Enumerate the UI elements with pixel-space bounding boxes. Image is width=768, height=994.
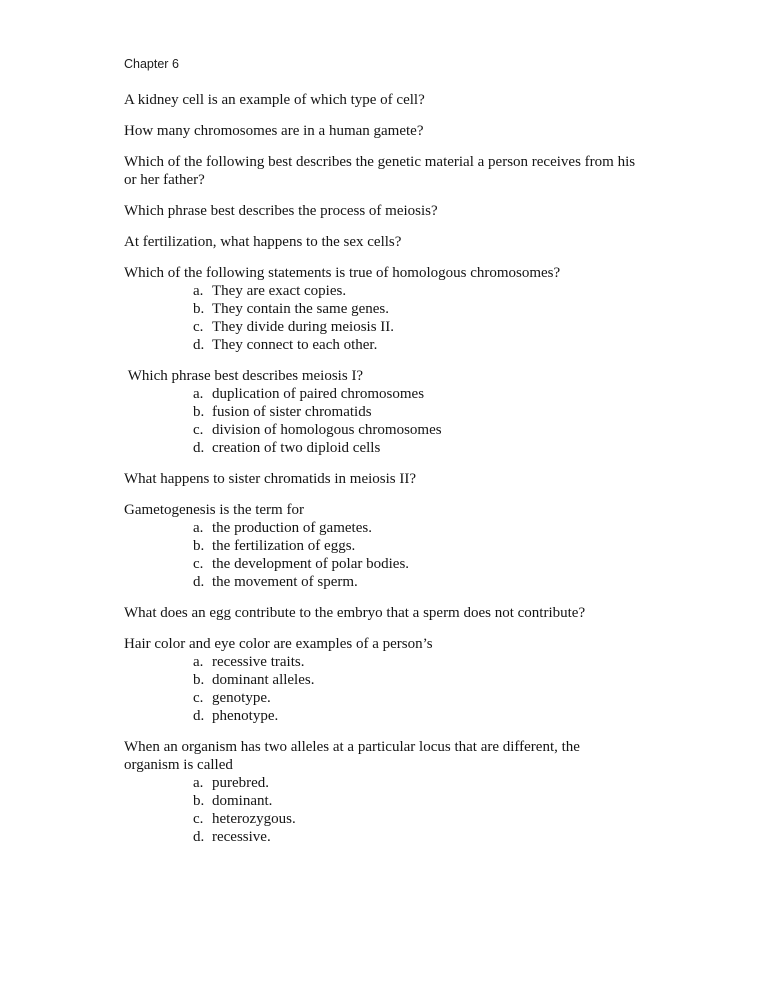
option-letter: d. bbox=[193, 829, 205, 845]
option-letter: c. bbox=[193, 811, 204, 827]
option-item bbox=[124, 555, 636, 573]
option-letter: b. bbox=[193, 301, 205, 317]
option-item bbox=[124, 689, 636, 707]
option-item bbox=[124, 573, 636, 591]
option-list bbox=[124, 774, 636, 846]
option-text: They connect to each other. bbox=[212, 337, 378, 353]
question-item bbox=[124, 635, 636, 725]
option-list bbox=[124, 519, 636, 591]
option-letter: d. bbox=[193, 440, 205, 456]
question-item bbox=[124, 264, 636, 354]
option-text: purebred. bbox=[212, 775, 270, 791]
option-letter: c. bbox=[193, 556, 204, 572]
question-text: A kidney cell is an example of which type of cell? bbox=[124, 92, 425, 108]
option-text: creation of two diploid cells bbox=[212, 440, 381, 456]
question-text: Gametogenesis is the term for bbox=[124, 502, 304, 518]
option-item bbox=[124, 519, 636, 537]
option-letter: d. bbox=[193, 337, 205, 353]
question-text: Which of the following statements is true of homologous chromosomes? bbox=[124, 265, 561, 281]
question-item bbox=[124, 122, 636, 140]
option-item bbox=[124, 537, 636, 555]
option-letter: a. bbox=[193, 654, 204, 670]
option-letter: a. bbox=[193, 520, 204, 536]
question-text: At fertilization, what happens to the sex cells? bbox=[124, 234, 402, 250]
option-text: They contain the same genes. bbox=[212, 301, 390, 317]
question-text: How many chromosomes are in a human gamete? bbox=[124, 123, 424, 139]
option-text: dominant alleles. bbox=[212, 672, 315, 688]
question-item bbox=[124, 153, 639, 189]
option-text: fusion of sister chromatids bbox=[212, 404, 372, 420]
option-letter: c. bbox=[193, 690, 204, 706]
question-item bbox=[124, 367, 636, 457]
question-text: Which phrase best describes the process of meiosis? bbox=[124, 203, 438, 219]
question-text: Hair color and eye color are examples of a person’s bbox=[124, 636, 433, 652]
option-text: recessive traits. bbox=[212, 654, 305, 670]
option-item bbox=[124, 439, 636, 457]
question-text: What does an egg contribute to the embryo that a sperm does not contribute? bbox=[124, 605, 586, 621]
question-item bbox=[124, 202, 636, 220]
question-text: What happens to sister chromatids in meiosis II? bbox=[124, 471, 417, 487]
option-item bbox=[124, 336, 636, 354]
option-text: They are exact copies. bbox=[212, 283, 347, 299]
question-list bbox=[124, 91, 639, 846]
option-item bbox=[124, 671, 636, 689]
option-item bbox=[124, 282, 636, 300]
option-text: the movement of sperm. bbox=[212, 574, 358, 590]
option-letter: a. bbox=[193, 775, 204, 791]
option-item bbox=[124, 828, 636, 846]
page-title: Chapter 6 bbox=[124, 57, 179, 71]
option-text: duplication of paired chromosomes bbox=[212, 386, 425, 402]
option-letter: a. bbox=[193, 386, 204, 402]
option-letter: b. bbox=[193, 672, 205, 688]
option-list bbox=[124, 282, 636, 354]
question-item bbox=[124, 501, 636, 591]
option-text: heterozygous. bbox=[212, 811, 296, 827]
option-text: the production of gametes. bbox=[212, 520, 372, 536]
question-item bbox=[124, 470, 636, 488]
option-text: genotype. bbox=[212, 690, 271, 706]
question-text: Which phrase best describes meiosis I? bbox=[124, 368, 364, 384]
option-list bbox=[124, 653, 636, 725]
question-item bbox=[124, 738, 636, 846]
option-item bbox=[124, 318, 636, 336]
option-letter: b. bbox=[193, 538, 205, 554]
option-list bbox=[124, 385, 636, 457]
option-letter: d. bbox=[193, 708, 205, 724]
option-text: division of homologous chromosomes bbox=[212, 422, 442, 438]
option-item bbox=[124, 385, 636, 403]
option-text: dominant. bbox=[212, 793, 273, 809]
option-text: the fertilization of eggs. bbox=[212, 538, 356, 554]
option-text: They divide during meiosis II. bbox=[212, 319, 395, 335]
option-item bbox=[124, 300, 636, 318]
question-item bbox=[124, 604, 636, 622]
option-item bbox=[124, 774, 636, 792]
question-item bbox=[124, 91, 636, 109]
option-item bbox=[124, 403, 636, 421]
option-item bbox=[124, 653, 636, 671]
option-text: phenotype. bbox=[212, 708, 279, 724]
option-item bbox=[124, 792, 636, 810]
option-letter: b. bbox=[193, 793, 205, 809]
option-letter: d. bbox=[193, 574, 205, 590]
option-letter: a. bbox=[193, 283, 204, 299]
option-item bbox=[124, 810, 636, 828]
option-letter: c. bbox=[193, 422, 204, 438]
option-letter: c. bbox=[193, 319, 204, 335]
option-text: recessive. bbox=[212, 829, 271, 845]
question-item bbox=[124, 233, 636, 251]
option-item bbox=[124, 707, 636, 725]
question-text: When an organism has two alleles at a particular locus that are different, the organism is called bbox=[124, 739, 584, 773]
option-text: the development of polar bodies. bbox=[212, 556, 410, 572]
question-text: Which of the following best describes the genetic material a person receives from his or her father? bbox=[124, 154, 639, 188]
option-letter: b. bbox=[193, 404, 205, 420]
option-item bbox=[124, 421, 636, 439]
